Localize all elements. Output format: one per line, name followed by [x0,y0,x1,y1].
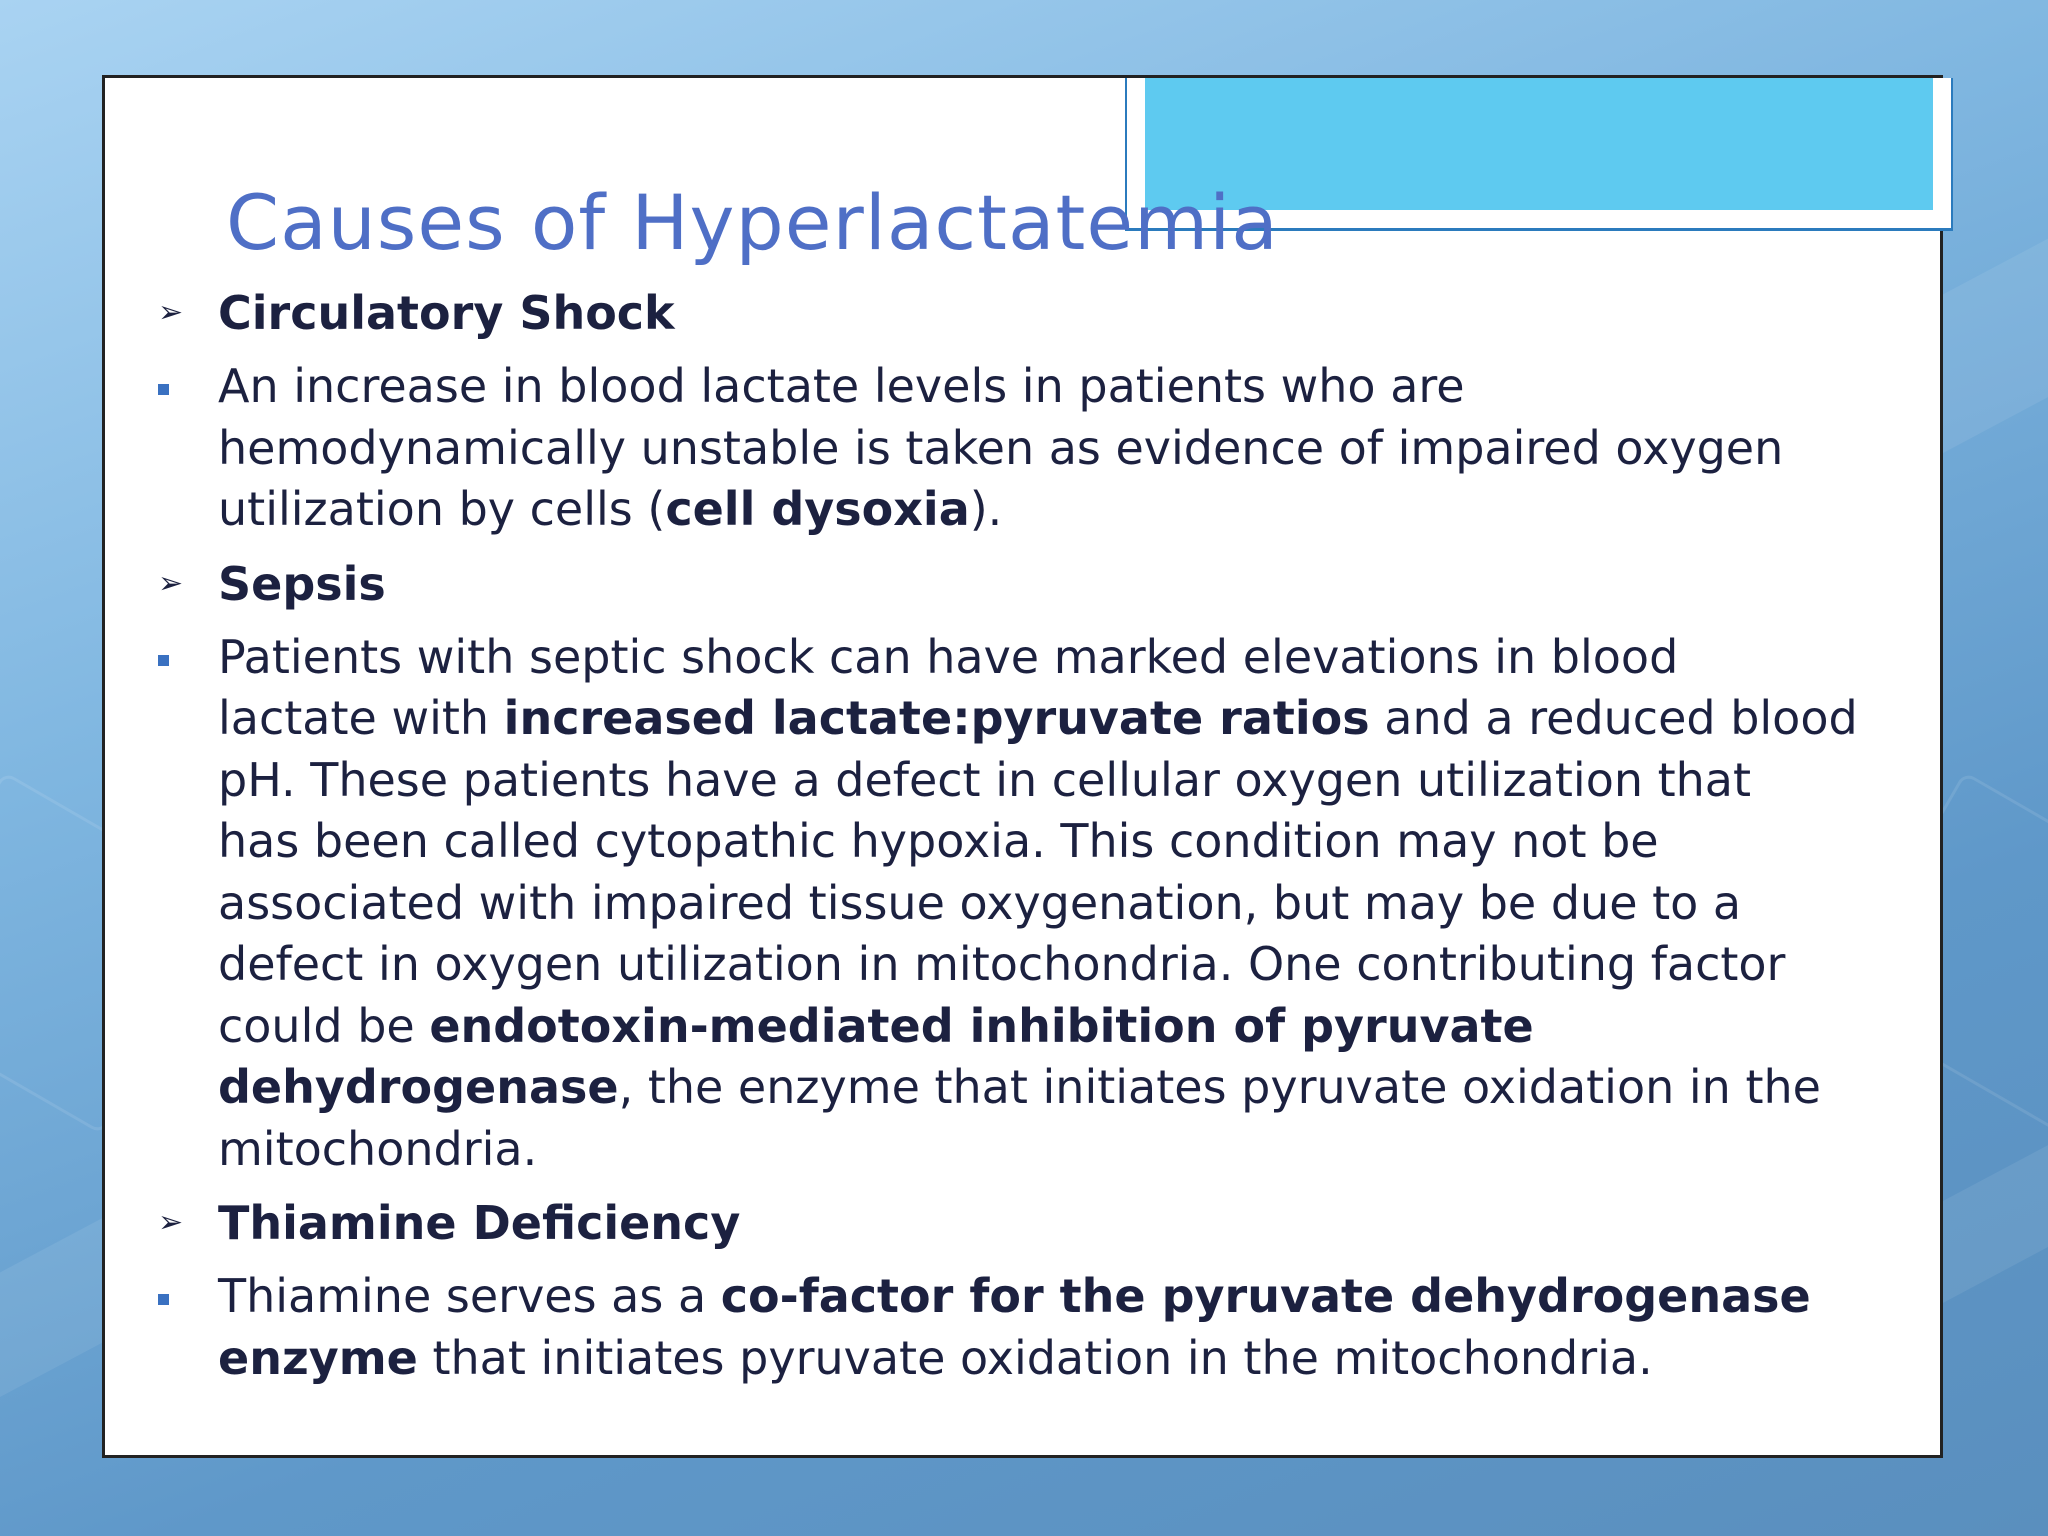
paragraph-line [218,627,1930,689]
paragraph-line [218,873,1930,935]
text-run: defect in oxygen utilization in mitochondria. One contributing factor [218,937,1786,991]
section-heading [150,553,1930,615]
bold-text-run: cell dysoxia [665,482,970,536]
square-bullet-icon [158,655,169,666]
paragraph-line [218,1328,1930,1390]
bullet-paragraph [150,356,1930,541]
text-run: and a reduced blood [1369,691,1858,745]
text-run: that initiates pyruvate oxidation in the mitochondria. [417,1330,1653,1385]
bold-text-run: increased lactate:pyruvate ratios [503,691,1370,745]
square-bullet-icon [158,384,169,395]
paragraph-line [218,418,1930,480]
text-run: , the enzyme that initiates pyruvate oxidation in the [618,1060,1821,1114]
paragraph-line [218,1119,1930,1181]
slide-content [150,282,1930,1401]
paragraph-line [218,356,1930,418]
bold-text-run: dehydrogenase [218,1060,619,1114]
section-heading-text: Circulatory Shock [218,286,675,340]
paragraph-line [218,1057,1930,1119]
paragraph-line [218,750,1930,812]
text-run: associated with impaired tissue oxygenation, but may be due to a [218,875,1742,930]
section-heading [150,1192,1930,1254]
paragraph-line [218,811,1930,873]
paragraph-line [218,996,1930,1058]
paragraph-line [218,934,1930,996]
text-run: has been called cytopathic hypoxia. This condition may not be [218,814,1659,868]
text-run: utilization by cells ( [218,482,666,536]
text-run: lactate with [218,691,504,745]
arrow-bullet-icon: ➢ [158,565,184,601]
bullet-paragraph [150,627,1930,1181]
bullet-paragraph [150,1266,1930,1389]
text-run: An increase in blood lactate levels in patients who are [218,359,1465,413]
text-run: pH. These patients have a defect in cellular oxygen utilization that [218,752,1752,807]
section-heading [150,282,1930,344]
arrow-bullet-icon: ➢ [158,1205,184,1240]
square-bullet-icon [158,1294,169,1305]
paragraph-line [218,688,1930,750]
arrow-bullet-icon: ➢ [158,295,184,330]
text-run: could be [218,998,430,1053]
text-run: mitochondria. [218,1121,538,1176]
section-heading-text: Thiamine Deficiency [218,1196,741,1250]
text-run: Patients with septic shock can have marked elevations in blood [218,629,1679,684]
bold-text-run: enzyme [218,1330,418,1385]
slide-title: Causes of Hyperlactatemia [226,178,1279,267]
text-run: Thiamine serves as a [218,1269,721,1323]
text-run: hemodynamically unstable is taken as evidence of impaired oxygen [218,420,1784,475]
paragraph-line [218,479,1930,541]
paragraph-line [218,1266,1930,1328]
bold-text-run: endotoxin-mediated inhibition of pyruvate [429,998,1534,1053]
bold-text-run: co-factor for the pyruvate dehydrogenase [720,1269,1811,1323]
text-run: ). [969,482,1003,536]
section-heading-text: Sepsis [218,556,386,611]
